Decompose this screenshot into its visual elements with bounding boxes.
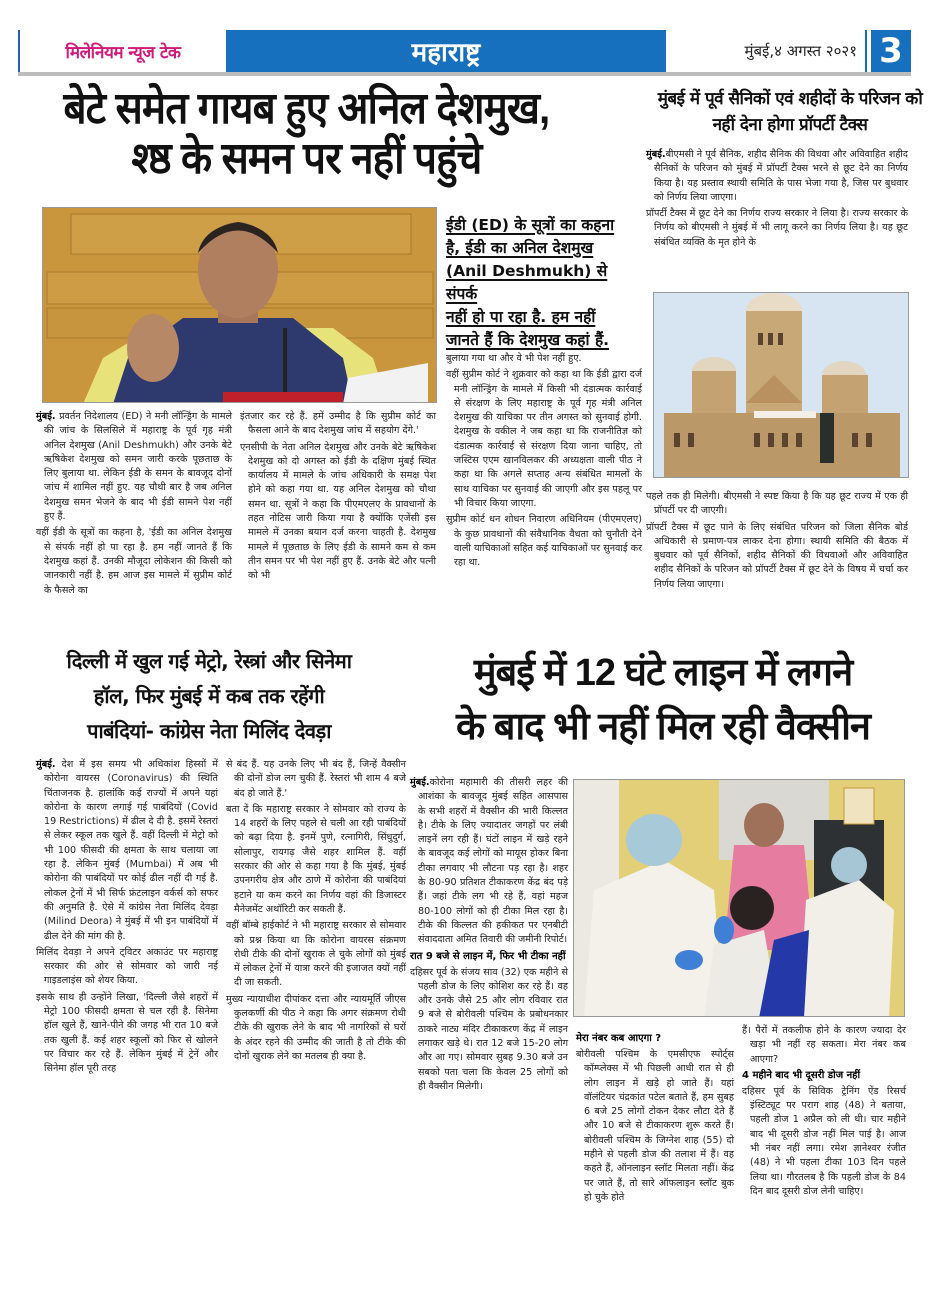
paragraph: पहले तक ही मिलेगी। बीएमसी ने स्पष्ट किया है कि यह छूट राज्य में एक ही प्रॉपर्टी पर दी जाएगी। bbox=[646, 491, 908, 517]
headline-line: के बाद भी नहीं मिल रही वैक्सीन bbox=[455, 706, 871, 748]
headline-line: बेटे समेत गायब हुए अनिल देशमुख, bbox=[63, 84, 550, 133]
paragraph-text: प्रवर्तन निदेशालय (ED) ने मनी लॉन्ड्रिंग के मामले की जांच के सिलसिले में महाराष्ट्र के पूर्व गृह मंत्री अनिल देशमुख (Anil Deshmukh) और उनके बेटे ऋषिकेश देशमुख को समन जारी करके पूछताछ के लिए बुलाया था. लेकिन ईडी के समन के बावजूद दोनों जांच में शामिल नहीं हुए. यह चौथी बार है जब अनिल देशमुख समन भेजने के बाद भी ईडी सामने पेश नहीं हुए हैं. bbox=[44, 411, 232, 523]
paragraph: वहीं बॉम्बे हाईकोर्ट ने भी महाराष्ट्र सरकार से सोमवार को प्रश्न किया था कि कोरोना वायरस संक्रमण रोधी टीके की दोनों खुराक ले चुके लोगों को मुंबई में लोकल ट्रेनों में यात्रा करने की इजाजत क्यों नहीं दी जा सकती. bbox=[226, 920, 406, 989]
headline-line: मुंबई में 12 घंटे लाइन में लगने bbox=[473, 652, 853, 694]
deshmukh-photo-illustration bbox=[43, 208, 437, 403]
paragraph-text: बीएमसी ने पूर्व सैनिक, शहीद सैनिक की विधवा और अविवाहित शहीद सैनिकों के परिजन को मुंबई में प्रॉपर्टी टैक्स भरने से छूट देने का निर्णय किया है। यह प्रस्ताव स्थायी समिति के पास भेजा गया है, जिस पर बुधवार को निर्णय लिया जाएगा। bbox=[654, 149, 908, 203]
paragraph: इसके साथ ही उन्होंने लिखा, 'दिल्ली जैसे शहरों में मेट्रो 100 फीसदी क्षमता से चल रही है. सिनेमा हॉल खुले हैं, खाने-पीने की जगह भी रात 10 बजे तक खुली हैं. कई शहर स्कूलों को फिर से खोलने पर विचार कर रहे हैं. लेकिन मुंबई में ट्रेनें और सिनेमा हॉल पूरी तरह bbox=[36, 991, 218, 1075]
paragraph: वहीं सुप्रीम कोर्ट ने शुक्रवार को कहा था कि ईडी द्वारा दर्ज मनी लॉन्ड्रिंग के मामले में किसी भी दंडात्मक कार्रवाई से संरक्षण के लिए महाराष्ट्र के पूर्व गृह मंत्री अनिल देशमुख की याचिका पर तीन अगस्त को सुनवाई होगी. देशमुख के वकील ने जब कहा था कि राजनीतिज्ञ को दंडात्मक कार्रवाई से संरक्षण दिया जाना चाहिए, तो जस्टिस एएम खानविलकर की अध्यक्षता वाली पीठ ने कहा था कि अगले सप्ताह अन्य संबंधित मामलों के साथ याचिका पर सुनवाई की जाएगी और इस पहलू पर भी विचार किया जाएगा. bbox=[446, 369, 642, 509]
masthead bbox=[18, 30, 911, 76]
pullquote-line bbox=[446, 214, 642, 237]
bmc-column-bottom bbox=[646, 490, 908, 594]
paragraph: बता दें कि महाराष्ट्र सरकार ने सोमवार को राज्य के 14 शहरों के लिए पहले से चली आ रही पाबंदियों को बढ़ा दिया है. इनमें पुणे, रत्नागिरी, सिंधुदुर्ग, सोलापुर, रायगढ़ जैसे शहर शामिल हैं. वहीं सरकार की ओर से कहा गया है कि मुंबई, मुंबई उपनगरीय क्षेत्र और ठाणे में कोरोना की पाबंदियां हटाने या कम करने का निर्णय वहां की डिजास्टर मैनेजमेंट अथॉरिटी कर सकती हैं. bbox=[226, 803, 406, 915]
paragraph bbox=[36, 758, 218, 944]
paragraph: मुख्य न्यायाधीश दीपांकर दत्ता और न्यायमूर्ति जीएस कुलकर्णी की पीठ ने कहा कि अगर संक्रमण रोधी टीके की खुराक लेने के बाद भी नागरिकों से घरों के अंदर रहने की उम्मीद की जाती है तो टीके की दोनों खुराक लेने का मतलब ही क्या है. bbox=[226, 993, 406, 1062]
photo-bmc-building bbox=[653, 292, 909, 478]
section-title: महाराष्ट्र bbox=[226, 30, 666, 72]
pullquote-text: (Anil Deshmukh) से संपर्क bbox=[446, 262, 608, 303]
headline-line: दिल्ली में खुल गई मेट्रो, रेस्त्रां और सिनेमा bbox=[66, 649, 352, 673]
newspaper-brand: मिलेनियम न्यूज टेक bbox=[18, 30, 226, 72]
deshmukh-column-3 bbox=[446, 352, 642, 572]
paragraph: सुप्रीम कोर्ट धन शोधन निवारण अधिनियम (पीएमएलए) के कुछ प्रावधानों की संवैधानिक वैधता को चुनौती देने वाली याचिकाओं सहित कई याचिकाओं पर सुनवाई कर रहा था. bbox=[446, 514, 642, 569]
paragraph-text: कोरोना महामारी की तीसरी लहर की आशंका के बावजूद मुंबई सहित आसपास के सभी शहरों में वैक्सीन की भारी किल्लत है। टीके के लिए ज्यादातर जगहों पर लंबी लाइनें लग रही हैं। घंटों लाइन में खड़े रहने के बावजूद कई लोगों को मायूस होकर बिना टीका लगवाए भी लौटना पड़ रहा है। शहर के 80-90 प्रतिशत टीकाकरण केंद्र बंद पड़े हैं। जहां टीके लग भी रहे हैं, वहां महज 80-100 लोगों को ही टीका मिल रहा है। टीके की किल्लत की हकीकत पर एनबीटी संवाददाता अमित तिवारी की जमीनी रिपोर्ट। bbox=[418, 777, 568, 946]
pullquote-line bbox=[446, 237, 642, 260]
subheading: मेरा नंबर कब आएगा ? bbox=[576, 1033, 662, 1044]
pullquote-line bbox=[446, 329, 642, 352]
headline-line: श्ष्ठ के समन पर नहीं पहुंचे bbox=[131, 134, 482, 183]
page-number: 3 bbox=[867, 30, 911, 72]
headline-vaccine bbox=[408, 646, 918, 754]
paragraph: मिलिंद देवड़ा ने अपने ट्विटर अकाउंट पर महाराष्ट्र सरकार की ओर से सोमवार को जारी नई गाइडलाइंस को शेयर किया. bbox=[36, 946, 218, 987]
vaccination-photo-illustration bbox=[574, 780, 905, 1017]
deshmukh-column-1 bbox=[36, 410, 232, 600]
subheading: 4 महीने बाद भी दूसरी डोज नहीं bbox=[742, 1069, 861, 1081]
paragraph: से बंद हैं. यह उनके लिए भी बंद हैं, जिन्हें वैक्सीन की दोनों डोज लग चुकी हैं. रेस्तरां भी शाम 4 बजे बंद हो जाते हैं.' bbox=[226, 759, 406, 799]
vaccine-column-2 bbox=[576, 1030, 734, 1207]
pullquote-line bbox=[446, 306, 642, 329]
vaccine-column-3 bbox=[742, 1024, 906, 1201]
headline-delhi bbox=[24, 644, 394, 749]
pullquote-text: ईडी (ED) के सूत्रों का कहना bbox=[446, 216, 615, 234]
dateline: मुंबई. bbox=[36, 411, 56, 422]
paragraph: वहीं ईडी के सूत्रों का कहना है, 'ईडी का अनिल देशमुख से संपर्क नहीं हो पा रहा है. हम नहीं जानते हैं कि देशमुख कहां हैं. उनकी मौजूदा लोकेशन की किसी को जानकारी नहीं है. हम आज इस मामले में सुप्रीम कोर्ट के फैसले का bbox=[36, 527, 232, 596]
headline-line: पाबंदियां- कांग्रेस नेता मिलिंद देवड़ा bbox=[87, 719, 331, 743]
pullquote-text: नहीं हो पा रहा है. हम नहीं bbox=[446, 308, 596, 326]
paragraph: इंतजार कर रहे हैं. हमें उम्मीद है कि सुप्रीम कोर्ट का फैसला आने के बाद देशमुख जांच में सहयोग देंगे.' bbox=[240, 411, 436, 437]
dateline: मुंबई. bbox=[410, 777, 430, 788]
paragraph: दहिसर पूर्व के संजय साव (32) एक महीने से पहली डोज के लिए कोशिश कर रहे हैं। वह और उनके जैसे 25 और लोग रविवार रात 9 बजे से बोरीवली पश्चिम के प्रबोधनकार ठाकरे नाट्य मंदिर टीकाकरण केंद्र में लाइन लगाकर खड़े थे। रात 12 बजे 15-20 लोग और आ गए। सोमवार सुबह 9.30 बजे उन सबको पता चला कि केवल 25 लोगों को ही वैक्सीन मिलेगी। bbox=[410, 966, 568, 1092]
dateline: मुंबई. bbox=[36, 759, 56, 770]
pullquote bbox=[446, 214, 642, 352]
paragraph-text: देश में इस समय भी अधिकांश हिस्सों में कोरोना वायरस (Coronavirus) की स्थिति चिंताजनक है. हालांकि कई राज्यों में अपने यहां कोरोना के कारण लगाई गई पाबंदियों (Covid 19 Restrictions) में ढील दे दी है. इसमें रेस्तरां से लेकर स्कूल तक खुले हैं. वहीं दिल्ली में मेट्रो को भी 100 फीसदी की क्षमता के साथ चलाया जा रहा है. लेकिन मुंबई (Mumbai) में अब भी कोरोना की पाबंदियों पर कोई ढील नहीं दी गई है. लोकल ट्रेनों में भी सिर्फ फ्रंटलाइन वर्कर्स को सफर की अनुमति है. ऐसे में कांग्रेस नेता मिलिंद देवड़ा (Milind Deora) ने मुंबई में भी इन पाबंदियों में ढील देने की मांग की है. bbox=[44, 759, 218, 942]
headline-deshmukh bbox=[24, 84, 589, 184]
dateline: मुंबई,४ अगस्त २०२१ bbox=[744, 42, 857, 60]
paragraph bbox=[646, 148, 908, 205]
paragraph: दहिसर पूर्व के सिविक ट्रेनिंग ऐंड रिसर्च इंस्टिट्यूट पर पराग शाह (48) ने बताया, पहली डोज 1 अप्रैल को ली थी। चार महीने बाद भी दूसरी डोज नहीं मिल पाई है। आज भी नंबर नहीं लगा। रमेश ज्ञानेश्वर रंजीत (48) ने भी पहला टीका 103 दिन पहले लिया था। गौरतलब है कि पहली डोज के 84 दिन बाद दूसरी डोज लेनी चाहिए। bbox=[742, 1085, 906, 1197]
paragraph: प्रॉपर्टी टैक्स में छूट देने का निर्णय राज्य सरकार ने लिया है। राज्य सरकार के निर्णय को बीएमसी ने मुंबई में भी लागू करने का निर्णय लिया है। यह छूट संबंधित व्यक्ति के मृत होने के bbox=[646, 208, 908, 248]
pullquote-text: है, ईडी का अनिल देशमुख bbox=[446, 239, 594, 257]
pullquote-text: जानते हैं कि देशमुख कहां हैं. bbox=[446, 331, 610, 349]
photo-vaccination bbox=[573, 779, 905, 1017]
pullquote-line bbox=[446, 260, 642, 306]
vaccine-column-1 bbox=[410, 776, 568, 1096]
bmc-building-illustration bbox=[654, 293, 909, 478]
paragraph bbox=[410, 776, 568, 948]
delhi-column-1 bbox=[36, 758, 218, 1079]
headline-bmc: मुंबई में पूर्व सैनिकों एवं शहीदों के परिजन को नहीं देना होगा प्रॉपर्टी टैक्स bbox=[657, 89, 923, 135]
bmc-column-top bbox=[646, 148, 908, 252]
dateline: मुंबई. bbox=[646, 149, 666, 160]
photo-anil-deshmukh bbox=[42, 207, 437, 403]
paragraph: बुलाया गया था और वे भी पेश नहीं हुए. bbox=[446, 353, 582, 364]
deshmukh-column-2 bbox=[240, 410, 436, 586]
paragraph bbox=[36, 410, 232, 524]
paragraph: हैं। पैरों में तकलीफ होने के कारण ज्यादा देर खड़ा भी नहीं रह सकता। मेरा नंबर कब आएगा? bbox=[742, 1025, 906, 1065]
delhi-column-2 bbox=[226, 758, 406, 1066]
headline-line: हॉल, फिर मुंबई में कब तक रहेंगी bbox=[93, 684, 325, 708]
subheading: रात 9 बजे से लाइन में, फिर भी टीका नहीं bbox=[410, 950, 566, 962]
paragraph: एनसीपी के नेता अनिल देशमुख और उनके बेटे ऋषिकेश देशमुख को दो अगस्त को ईडी के दक्षिण मुंबई स्थित कार्यालय में मामले के जांच अधिकारी के समक्ष पेश होने को कहा गया था. यह अनिल देशमुख को चौथा समन था. सूत्रों ने कहा कि पीएमएलए के प्रावधानों के तहत नोटिस जारी किया गया है क्योंकि एजेंसी इस मामले में उनका बयान दर्ज करना चाहती है. देशमुख मामले में पूछताछ के लिए ईडी के सामने कम से कम तीन समन पर भी पेश नहीं हुए हैं. उनके बेटे और पत्नी को भी bbox=[240, 441, 436, 582]
paragraph: प्रॉपर्टी टैक्स में छूट पाने के लिए संबंधित परिजन को जिला सैनिक बोर्ड अधिकारी से प्रमाण-पत्र लाकर देना होगा। स्थायी समिति की बैठक में बुधवार को पूर्व सैनिकों, शहीद सैनिकों की विधवाओं और अविवाहित शहीद सैनिकों के परिजन को प्रॉपर्टी टैक्स में छूट देने के विषय में चर्चा कर निर्णय लिया जाएगा। bbox=[646, 521, 908, 590]
paragraph: बोरीवली पश्चिम के एमसीएफ स्पोर्ट्स कॉम्प्लेक्स में भी पिछली आधी रात से ही लोग लाइन में खड़े हो जाते हैं। यहां वॉलंटियर चंद्रकांत पटेल बताते हैं, हम सुबह 6 बजे 25 लोगों टोकन देकर लौटा देते हैं और 10 बजे से टीकाकरण शुरू करते हैं। बोरीवली पश्चिम के जिग्नेश शाह (55) दो महीने से पहली डोज की तलाश में हैं। वह कहते हैं, ऑनलाइन स्लॉट मिलता नहीं। केंद्र पर जाते हैं, तो सारे ऑफलाइन स्लॉट बुक हो चुके होते bbox=[576, 1049, 734, 1203]
